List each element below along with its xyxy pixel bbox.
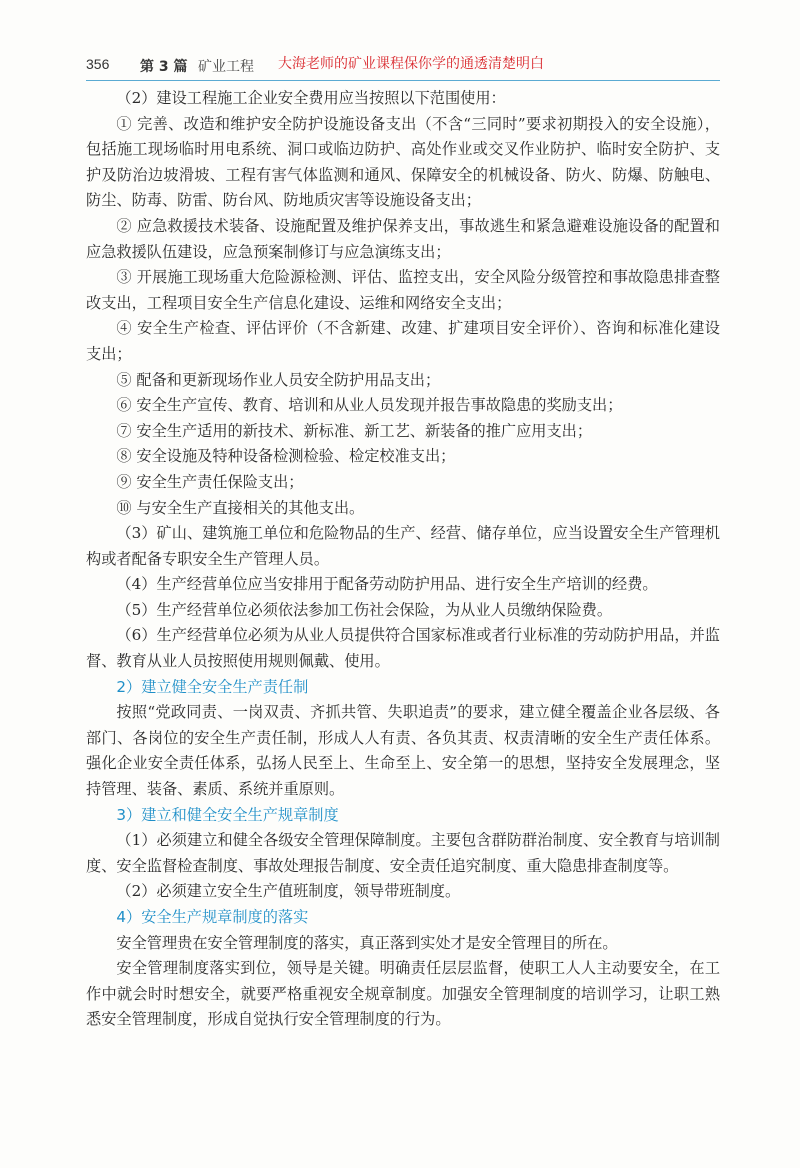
paragraph: 按照“党政同责、一岗双责、齐抓共管、失职追责”的要求，建立健全覆盖企业各层级、各部门、各岗位的安全生产责任制，形成人人有责、各负其责、权责清晰的安全生产责任体系。强化企业安全责任体系，弘扬人民至上、生命至上、安全第一的思想，坚持安全发展理念，坚持管理、装备、素质、系统并重原则。 bbox=[86, 703, 720, 799]
list-item: ⑥ 安全生产宣传、教育、培训和从业人员发现并报告事故隐患的奖励支出； bbox=[116, 396, 623, 415]
paragraph: （4）生产经营单位应当安排用于配备劳动防护用品、进行安全生产培训的经费。 bbox=[116, 575, 658, 594]
watermark-text: 大海老师的矿业课程保你学的通透清楚明白 bbox=[278, 56, 544, 72]
list-item: ② 应急救援技术装备、设施配置及维护保养支出，事故逃生和紧急避难设施设备的配置和应急救援队伍建设，应急预案制修订与应急演练支出； bbox=[86, 216, 720, 261]
paragraph: （3）矿山、建筑施工单位和危险物品的生产、经营、储存单位，应当设置安全生产管理机构或者配备专职安全生产管理人员。 bbox=[86, 524, 720, 568]
section-heading: 3）建立和健全安全生产规章制度 bbox=[116, 805, 339, 824]
page-number: 356 bbox=[86, 56, 110, 72]
paragraph: （6）生产经营单位必须为从业人员提供符合国家标准或者行业标准的劳动防护用品，并监督、教育从业人员按照使用规则佩戴、使用。 bbox=[86, 626, 720, 671]
paragraph: （5）生产经营单位必须依法参加工伤社会保险，为从业人员缴纳保险费。 bbox=[116, 600, 613, 619]
chapter-label: 第 3 篇 bbox=[140, 59, 188, 75]
list-item: ⑧ 安全设施及特种设备检测检验、检定校准支出； bbox=[116, 447, 456, 466]
paragraph: 安全管理贵在安全管理制度的落实，真正落到实处才是安全管理目的所在。 bbox=[116, 933, 618, 952]
list-item: ⑦ 安全生产适用的新技术、新标准、新工艺、新装备的推广应用支出； bbox=[116, 421, 593, 440]
section-heading: 4）安全生产规章制度的落实 bbox=[116, 908, 309, 926]
book-title: 矿业工程 bbox=[198, 59, 254, 75]
list-item: ⑩ 与安全生产直接相关的其他支出。 bbox=[116, 498, 365, 517]
paragraph: （1）必须建立和健全各级安全管理保障制度。主要包含群防群治制度、安全教育与培训制度、安全监督检查制度、事故处理报告制度、安全责任追究制度、重大隐患排查制度等。 bbox=[86, 831, 720, 875]
list-item: ① 完善、改造和维护安全防护设施设备支出（不含“三同时”要求初期投入的安全设施），包括施工现场临时用电系统、洞口或临边防护、高处作业或交叉作业防护、临时安全防护、支护及防治边坡滑坡、工程有害气体监测和通风、保障安全的机械设备、防火、防爆、防触电、防尘、防毒、防雷、防台风、防地质灾害等设施设备支出； bbox=[86, 114, 720, 210]
list-item: ③ 开展施工现场重大危险源检测、评估、监控支出，安全风险分级管控和事故隐患排查整改支出，工程项目安全生产信息化建设、运维和网络安全支出； bbox=[86, 268, 720, 312]
paragraph: （2）建设工程施工企业安全费用应当按照以下范围使用： bbox=[116, 89, 506, 107]
page-body bbox=[86, 86, 720, 1033]
page-header bbox=[86, 52, 720, 81]
list-item: ⑤ 配备和更新现场作业人员安全防护用品支出； bbox=[116, 370, 441, 389]
section-heading: 2）建立健全安全生产责任制 bbox=[116, 677, 309, 696]
list-item: ⑨ 安全生产责任保险支出； bbox=[116, 472, 304, 491]
paragraph: 安全管理制度落实到位，领导是关键。明确责任层层监督，使职工人人主动要安全，在工作中就会时时想安全，就要严格重视安全规章制度。加强安全管理制度的培训学习，让职工熟悉安全管理制度，形成自觉执行安全管理制度的行为。 bbox=[86, 959, 720, 1029]
paragraph: （2）必须建立安全生产值班制度，领导带班制度。 bbox=[116, 882, 461, 901]
list-item: ④ 安全生产检查、评估评价（不含新建、改建、扩建项目安全评价）、咨询和标准化建设支出； bbox=[86, 319, 720, 363]
